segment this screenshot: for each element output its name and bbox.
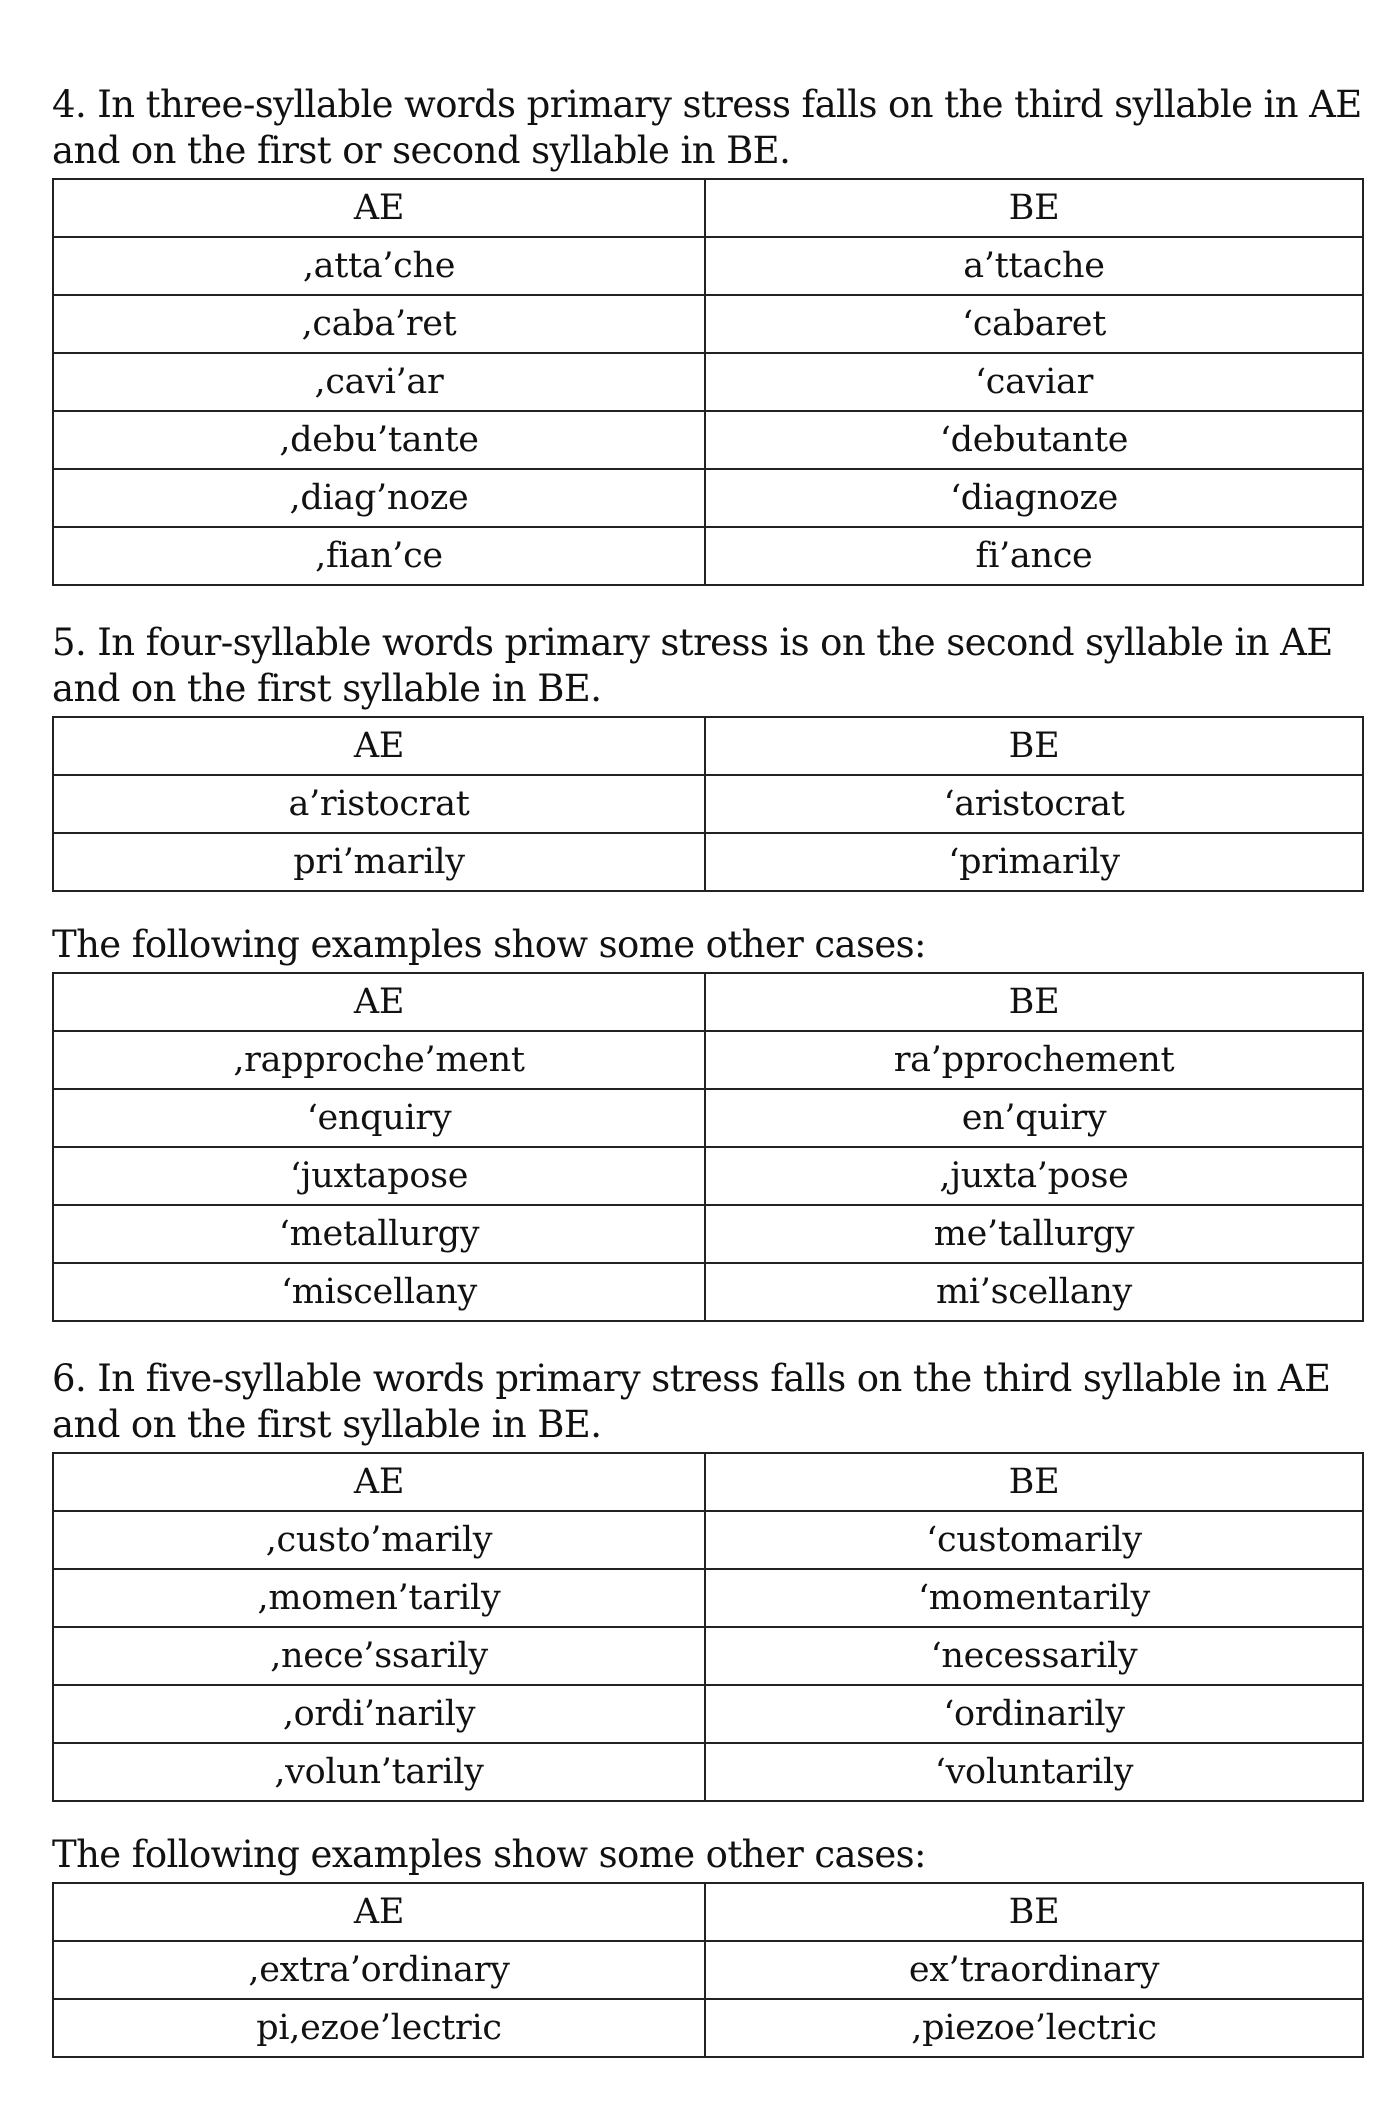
table-header-row (53, 1883, 1363, 1941)
header-be: BE (705, 1883, 1363, 1941)
be-cell: ‘customarily (705, 1511, 1363, 1569)
ae-cell: ,volun’tarily (53, 1743, 705, 1801)
ae-cell: ,cavi’ar (53, 353, 705, 411)
header-be: BE (705, 179, 1363, 237)
be-cell: ‘momentarily (705, 1569, 1363, 1627)
table-row (53, 833, 1363, 891)
be-cell: ‘necessarily (705, 1627, 1363, 1685)
ae-cell: pri’marily (53, 833, 705, 891)
table-row (53, 411, 1363, 469)
be-cell: ‘voluntarily (705, 1743, 1363, 1801)
ae-cell: ,rapproche’ment (53, 1031, 705, 1089)
stress-table (52, 972, 1364, 1322)
be-cell: fi’ance (705, 527, 1363, 585)
be-cell: ‘primarily (705, 833, 1363, 891)
section-intro: 4. In three-syllable words primary stress falls on the third syllable in AE and on the first or second syllable in BE. (52, 83, 1362, 172)
be-cell: ra’pprochement (705, 1031, 1363, 1089)
table-row (53, 295, 1363, 353)
header-ae: AE (53, 1453, 705, 1511)
ae-cell: a’ristocrat (53, 775, 705, 833)
table-row (53, 1627, 1363, 1685)
be-cell: mi’scellany (705, 1263, 1363, 1321)
section-intro: 5. In four-syllable words primary stress is on the second syllable in AE and on the first syllable in BE. (52, 621, 1333, 710)
table-row (53, 1147, 1363, 1205)
ae-cell: ‘juxtapose (53, 1147, 705, 1205)
header-be: BE (705, 717, 1363, 775)
table-row (53, 353, 1363, 411)
table-row (53, 469, 1363, 527)
ae-cell: ‘enquiry (53, 1089, 705, 1147)
be-cell: ‘debutante (705, 411, 1363, 469)
be-cell: ,piezoe’lectric (705, 1999, 1363, 2057)
table-row (53, 237, 1363, 295)
section-five-syllable (52, 1356, 1362, 1802)
be-cell: ,juxta’pose (705, 1147, 1363, 1205)
header-ae: AE (53, 973, 705, 1031)
table-header-row (53, 717, 1363, 775)
section-intro: The following examples show some other cases: (52, 1833, 926, 1876)
section-four-syllable (52, 620, 1362, 892)
header-be: BE (705, 1453, 1363, 1511)
be-cell: ‘aristocrat (705, 775, 1363, 833)
table-row (53, 1569, 1363, 1627)
stress-table (52, 716, 1364, 892)
be-cell: a’ttache (705, 237, 1363, 295)
table-row (53, 775, 1363, 833)
ae-cell: ,momen’tarily (53, 1569, 705, 1627)
stress-table (52, 1882, 1364, 2058)
ae-cell: ,ordi’narily (53, 1685, 705, 1743)
ae-cell: ‘miscellany (53, 1263, 705, 1321)
ae-cell: ,debu’tante (53, 411, 705, 469)
table-header-row (53, 973, 1363, 1031)
section-intro: 6. In five-syllable words primary stress falls on the third syllable in AE and on the first syllable in BE. (52, 1357, 1331, 1446)
table-header-row (53, 179, 1363, 237)
be-cell: ‘diagnoze (705, 469, 1363, 527)
ae-cell: ,nece’ssarily (53, 1627, 705, 1685)
table-row (53, 1263, 1363, 1321)
ae-cell: ,extra’ordinary (53, 1941, 705, 1999)
be-cell: me’tallurgy (705, 1205, 1363, 1263)
table-row (53, 1205, 1363, 1263)
be-cell: ‘ordinarily (705, 1685, 1363, 1743)
section-three-syllable (52, 82, 1362, 586)
ae-cell: ,atta’che (53, 237, 705, 295)
section-other-cases-five (52, 1832, 1362, 2058)
section-other-cases-four (52, 922, 1362, 1322)
be-cell: ‘cabaret (705, 295, 1363, 353)
ae-cell: ,caba’ret (53, 295, 705, 353)
ae-cell: pi,ezoe’lectric (53, 1999, 705, 2057)
table-row (53, 1743, 1363, 1801)
ae-cell: ,diag’noze (53, 469, 705, 527)
header-ae: AE (53, 717, 705, 775)
table-row (53, 1089, 1363, 1147)
be-cell: ex’traordinary (705, 1941, 1363, 1999)
header-ae: AE (53, 179, 705, 237)
table-row (53, 1685, 1363, 1743)
ae-cell: ,custo’marily (53, 1511, 705, 1569)
table-row (53, 527, 1363, 585)
stress-table (52, 1452, 1364, 1802)
table-row (53, 1941, 1363, 1999)
table-row (53, 1511, 1363, 1569)
document-page (52, 82, 1362, 2058)
ae-cell: ,fian’ce (53, 527, 705, 585)
be-cell: en’quiry (705, 1089, 1363, 1147)
table-row (53, 1031, 1363, 1089)
stress-table (52, 178, 1364, 586)
section-intro: The following examples show some other cases: (52, 923, 926, 966)
header-be: BE (705, 973, 1363, 1031)
header-ae: AE (53, 1883, 705, 1941)
table-row (53, 1999, 1363, 2057)
be-cell: ‘caviar (705, 353, 1363, 411)
ae-cell: ‘metallurgy (53, 1205, 705, 1263)
table-header-row (53, 1453, 1363, 1511)
